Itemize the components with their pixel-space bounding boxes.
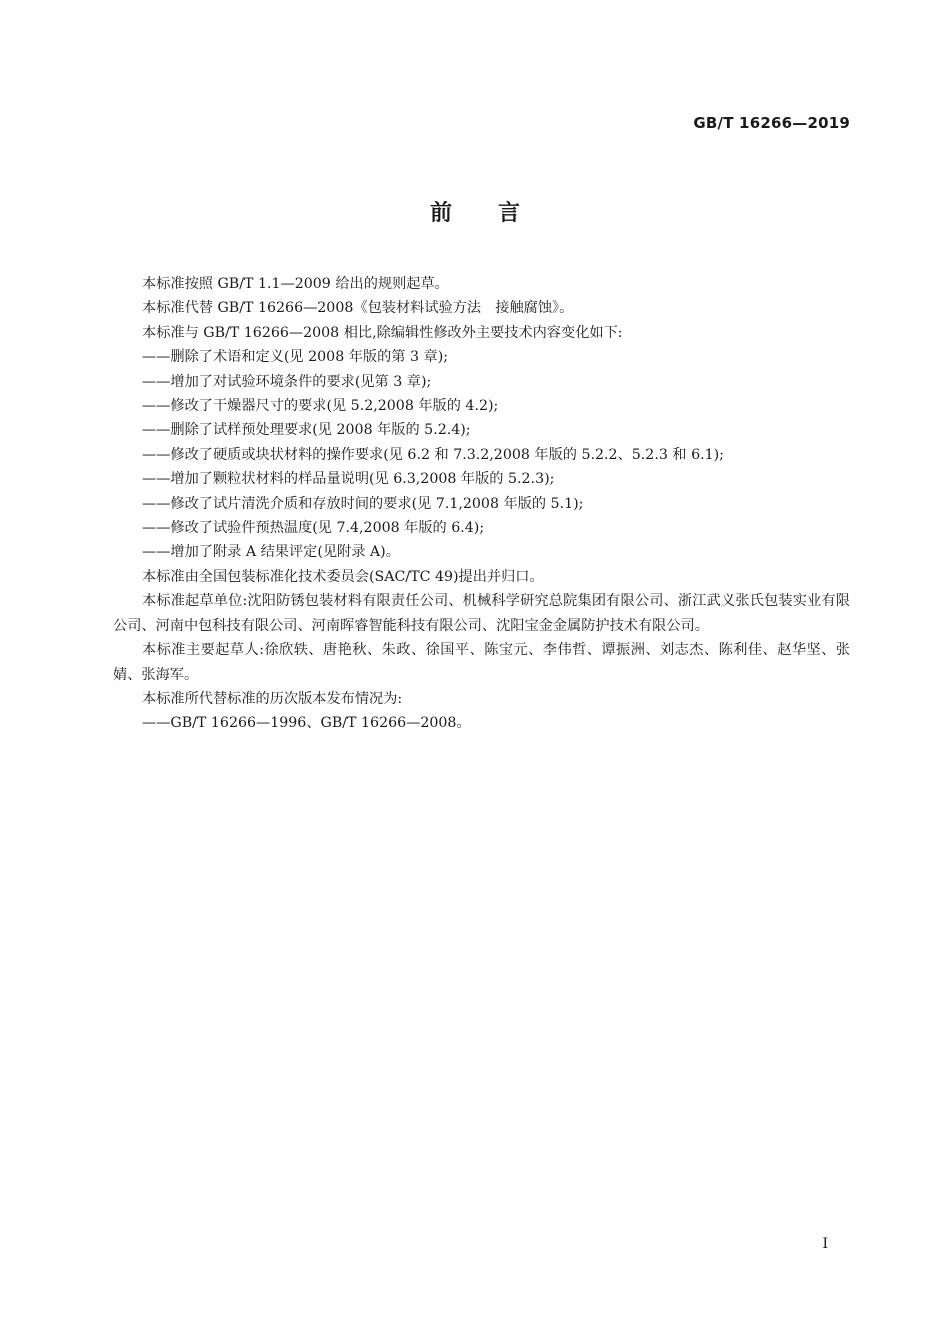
change-item: ——删除了试样预处理要求(见 2008 年版的 5.2.4); bbox=[142, 422, 471, 439]
change-item: ——增加了对试验环境条件的要求(见第 3 章); bbox=[142, 373, 432, 390]
change-item: ——修改了硬质或块状材料的操作要求(见 6.2 和 7.3.2,2008 年版的 5.2.2、5.2.3 和 6.1); bbox=[142, 446, 724, 463]
change-item: ——修改了试片清洗介质和存放时间的要求(见 7.1,2008 年版的 5.1); bbox=[142, 495, 584, 512]
change-item: ——增加了附录 A 结果评定(见附录 A)。 bbox=[142, 544, 400, 561]
paragraph-replaces: 本标准代替 GB/T 16266—2008《包装材料试验方法 接触腐蚀》。 bbox=[142, 300, 574, 317]
standard-code: GB/T 16266—2019 bbox=[693, 114, 850, 132]
paragraph-drafters: 本标准主要起草人:徐欣轶、唐艳秋、朱政、徐国平、陈宝元、李伟哲、谭振洲、刘志杰、陈利佳、赵华坚、张婧、张海军。 bbox=[113, 642, 850, 683]
foreword-body bbox=[113, 272, 850, 736]
paragraph-history-intro: 本标准所代替标准的历次版本发布情况为: bbox=[142, 690, 403, 707]
change-item: ——删除了术语和定义(见 2008 年版的第 3 章); bbox=[142, 349, 449, 366]
paragraph-drafting-units: 本标准起草单位:沈阳防锈包装材料有限责任公司、机械科学研究总院集团有限公司、浙江武义张氏包装实业有限公司、河南中包科技有限公司、河南晖睿智能科技有限公司、沈阳宝金金属防护技术有限公司。 bbox=[113, 593, 850, 634]
paragraph-drafting-rule: 本标准按照 GB/T 1.1—2009 给出的规则起草。 bbox=[142, 276, 449, 292]
paragraph-changes-intro: 本标准与 GB/T 16266—2008 相比,除编辑性修改外主要技术内容变化如下: bbox=[142, 324, 623, 341]
change-item: ——修改了干燥器尺寸的要求(见 5.2,2008 年版的 4.2); bbox=[142, 398, 499, 415]
change-item: ——修改了试验件预热温度(见 7.4,2008 年版的 6.4); bbox=[142, 520, 485, 537]
paragraph-proposed-by: 本标准由全国包装标准化技术委员会(SAC/TC 49)提出并归口。 bbox=[142, 568, 544, 585]
page-number: I bbox=[822, 1236, 828, 1252]
history-item: ——GB/T 16266—1996、GB/T 16266—2008。 bbox=[142, 715, 471, 732]
page-title: 前言 bbox=[429, 201, 566, 226]
change-item: ——增加了颗粒状材料的样品量说明(见 6.3,2008 年版的 5.2.3); bbox=[142, 471, 555, 488]
